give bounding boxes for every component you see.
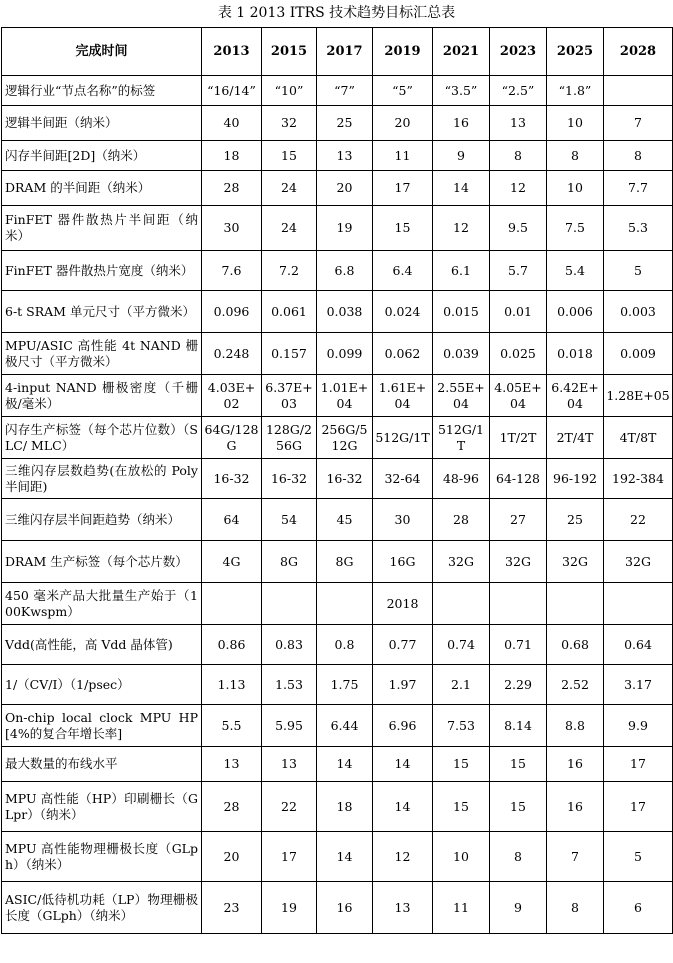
table-cell: “16/14” xyxy=(202,76,262,106)
table-cell: 4.03E+02 xyxy=(202,375,262,417)
table-row xyxy=(2,499,673,541)
table-cell: 54 xyxy=(262,499,317,541)
table-row xyxy=(2,333,673,375)
row-label: MPU 高性能（HP）印刷栅长（GLpr）（纳米） xyxy=(2,782,202,832)
table-row xyxy=(2,782,673,832)
table-cell: 45 xyxy=(317,499,373,541)
table-cell: 12 xyxy=(373,832,433,882)
table-cell: 19 xyxy=(317,206,373,251)
table-cell: 9.5 xyxy=(490,206,547,251)
table-cell: 8 xyxy=(490,832,547,882)
table-cell: 0.024 xyxy=(373,291,433,333)
table-cell: 8.14 xyxy=(490,705,547,747)
table-cell: 28 xyxy=(433,499,490,541)
row-label: On-chip local clock MPU HP[4%的复合年增长率] xyxy=(2,705,202,747)
table-cell: “3.5” xyxy=(433,76,490,106)
table-cell: 128G/256G xyxy=(262,417,317,459)
table-row xyxy=(2,106,673,141)
table-row xyxy=(2,459,673,499)
table-cell: 7.5 xyxy=(547,206,604,251)
row-label: 450 毫米产品大批量生产始于（100Kwspm） xyxy=(2,583,202,625)
table-cell: “7” xyxy=(317,76,373,106)
table-cell: 64G/128G xyxy=(202,417,262,459)
table-cell: 7.6 xyxy=(202,251,262,291)
table-cell: 17 xyxy=(373,171,433,206)
table-cell: 2.1 xyxy=(433,665,490,705)
header-cell: 2019 xyxy=(373,28,433,76)
row-label: 6-t SRAM 单元尺寸（平方微米） xyxy=(2,291,202,333)
table-cell: “2.5” xyxy=(490,76,547,106)
table-cell: 32G xyxy=(433,541,490,583)
table-cell: 24 xyxy=(262,171,317,206)
header-cell: 2028 xyxy=(604,28,673,76)
table-cell: 8 xyxy=(547,882,604,934)
table-cell: 0.009 xyxy=(604,333,673,375)
row-label: 4-input NAND 栅极密度（千栅极/毫米） xyxy=(2,375,202,417)
table-cell: 32 xyxy=(262,106,317,141)
table-cell xyxy=(262,583,317,625)
row-label: 逻辑半间距（纳米） xyxy=(2,106,202,141)
table-cell: 0.038 xyxy=(317,291,373,333)
table-cell: 15 xyxy=(490,747,547,782)
table-cell: 0.062 xyxy=(373,333,433,375)
table-cell: 13 xyxy=(262,747,317,782)
table-cell: 14 xyxy=(373,782,433,832)
table-cell: 4T/8T xyxy=(604,417,673,459)
row-label: 闪存半间距[2D]（纳米） xyxy=(2,141,202,171)
table-row xyxy=(2,665,673,705)
table-cell: 8 xyxy=(604,141,673,171)
table-cell: 7 xyxy=(547,832,604,882)
table-cell: 18 xyxy=(317,782,373,832)
table-cell: 0.018 xyxy=(547,333,604,375)
table-cell: 25 xyxy=(547,499,604,541)
table-cell: 17 xyxy=(262,832,317,882)
table-cell: 6.4 xyxy=(373,251,433,291)
table-cell: 0.248 xyxy=(202,333,262,375)
table-cell: 12 xyxy=(490,171,547,206)
table-cell xyxy=(317,583,373,625)
table-cell: 512G/1T xyxy=(433,417,490,459)
table-cell: 10 xyxy=(547,106,604,141)
table-cell xyxy=(604,583,673,625)
table-cell: 0.015 xyxy=(433,291,490,333)
table-cell: 0.061 xyxy=(262,291,317,333)
header-cell: 2025 xyxy=(547,28,604,76)
table-cell: 16-32 xyxy=(262,459,317,499)
table-row xyxy=(2,747,673,782)
row-label: 逻辑行业“节点名称”的标签 xyxy=(2,76,202,106)
table-cell: 16 xyxy=(433,106,490,141)
table-cell: 11 xyxy=(433,882,490,934)
row-label: 1/（CV/I）（1/psec） xyxy=(2,665,202,705)
table-cell: 20 xyxy=(373,106,433,141)
table-cell: 256G/512G xyxy=(317,417,373,459)
row-label: MPU/ASIC 高性能 4t NAND 栅极尺寸（平方微米） xyxy=(2,333,202,375)
table-cell: 15 xyxy=(262,141,317,171)
table-cell: 8 xyxy=(547,141,604,171)
table-cell: 8.8 xyxy=(547,705,604,747)
table-cell: 7 xyxy=(604,106,673,141)
table-cell: 15 xyxy=(373,206,433,251)
table-cell: 96-192 xyxy=(547,459,604,499)
table-cell: 14 xyxy=(317,832,373,882)
table-cell: 32-64 xyxy=(373,459,433,499)
header-cell: 2023 xyxy=(490,28,547,76)
table-cell: 512G/1T xyxy=(373,417,433,459)
table-cell: 17 xyxy=(604,747,673,782)
table-cell: 16-32 xyxy=(202,459,262,499)
table-cell: 8G xyxy=(317,541,373,583)
table-cell: 9 xyxy=(433,141,490,171)
table-cell: 19 xyxy=(262,882,317,934)
table-cell: 6.37E+03 xyxy=(262,375,317,417)
row-label: FinFET 器件散热片半间距（纳米） xyxy=(2,206,202,251)
table-cell: 5 xyxy=(604,251,673,291)
table-cell: 5 xyxy=(604,832,673,882)
table-cell: 1.97 xyxy=(373,665,433,705)
table-cell: 1T/2T xyxy=(490,417,547,459)
row-label: 三维闪存层半间距趋势（纳米） xyxy=(2,499,202,541)
table-cell xyxy=(433,583,490,625)
table-cell: “10” xyxy=(262,76,317,106)
table-row xyxy=(2,832,673,882)
table-cell: 15 xyxy=(433,782,490,832)
table-cell: 64 xyxy=(202,499,262,541)
table-cell: 24 xyxy=(262,206,317,251)
table-cell: 6.44 xyxy=(317,705,373,747)
table-cell: 2018 xyxy=(373,583,433,625)
table-cell: 7.7 xyxy=(604,171,673,206)
table-cell: 15 xyxy=(490,782,547,832)
table-cell: 1.53 xyxy=(262,665,317,705)
table-row xyxy=(2,206,673,251)
table-cell: 0.025 xyxy=(490,333,547,375)
table-cell: 22 xyxy=(604,499,673,541)
table-cell: 32G xyxy=(547,541,604,583)
table-cell: 14 xyxy=(373,747,433,782)
table-cell: 0.68 xyxy=(547,625,604,665)
table-cell: 32G xyxy=(490,541,547,583)
table-cell: 7.53 xyxy=(433,705,490,747)
table-cell: 12 xyxy=(433,206,490,251)
table-cell: 32G xyxy=(604,541,673,583)
table-cell: 0.099 xyxy=(317,333,373,375)
table-cell xyxy=(202,583,262,625)
table-cell: 0.71 xyxy=(490,625,547,665)
table-cell xyxy=(490,583,547,625)
table-cell: 0.64 xyxy=(604,625,673,665)
table-cell: 8 xyxy=(490,141,547,171)
table-row xyxy=(2,251,673,291)
table-cell: 18 xyxy=(202,141,262,171)
table-cell: 8G xyxy=(262,541,317,583)
table-cell: 2.52 xyxy=(547,665,604,705)
table-cell: 22 xyxy=(262,782,317,832)
table-row xyxy=(2,625,673,665)
table-cell: 2.29 xyxy=(490,665,547,705)
table-cell: 0.006 xyxy=(547,291,604,333)
table-cell: 13 xyxy=(490,106,547,141)
table-cell: 4G xyxy=(202,541,262,583)
table-cell: 1.13 xyxy=(202,665,262,705)
table-row xyxy=(2,583,673,625)
table-cell: 10 xyxy=(433,832,490,882)
table-row xyxy=(2,375,673,417)
table-row xyxy=(2,882,673,934)
table-row xyxy=(2,417,673,459)
table-cell: 48-96 xyxy=(433,459,490,499)
table-cell: 5.95 xyxy=(262,705,317,747)
table-cell: 1.61E+04 xyxy=(373,375,433,417)
header-cell: 2017 xyxy=(317,28,373,76)
table-cell: 7.2 xyxy=(262,251,317,291)
table-cell: 16G xyxy=(373,541,433,583)
table-cell: 9 xyxy=(490,882,547,934)
table-cell: 192-384 xyxy=(604,459,673,499)
table-cell: 16 xyxy=(547,747,604,782)
table-cell: 23 xyxy=(202,882,262,934)
table-cell: 30 xyxy=(373,499,433,541)
row-label: MPU 高性能物理栅极长度（GLph）（纳米） xyxy=(2,832,202,882)
table-cell: 6 xyxy=(604,882,673,934)
table-cell: 14 xyxy=(433,171,490,206)
row-label: DRAM 生产标签（每个芯片数） xyxy=(2,541,202,583)
header-cell: 2013 xyxy=(202,28,262,76)
table-cell: 5.3 xyxy=(604,206,673,251)
table-cell: 40 xyxy=(202,106,262,141)
table-cell: 25 xyxy=(317,106,373,141)
table-cell: 5.4 xyxy=(547,251,604,291)
table-cell: 13 xyxy=(317,141,373,171)
row-label: Vdd(高性能，高 Vdd 晶体管) xyxy=(2,625,202,665)
row-label: 三维闪存层数趋势(在放松的 Poly 半间距) xyxy=(2,459,202,499)
table-cell: 28 xyxy=(202,782,262,832)
table-cell: 0.77 xyxy=(373,625,433,665)
table-cell: 30 xyxy=(202,206,262,251)
table-cell: 28 xyxy=(202,171,262,206)
table-cell: 1.75 xyxy=(317,665,373,705)
row-label: DRAM 的半间距（纳米） xyxy=(2,171,202,206)
header-cell: 2015 xyxy=(262,28,317,76)
table-row xyxy=(2,141,673,171)
table-cell: 20 xyxy=(202,832,262,882)
table-row xyxy=(2,76,673,106)
table-cell: 5.5 xyxy=(202,705,262,747)
table-cell: 2T/4T xyxy=(547,417,604,459)
table-cell: 16 xyxy=(317,882,373,934)
table-row xyxy=(2,171,673,206)
header-cell: 2021 xyxy=(433,28,490,76)
table-cell xyxy=(547,583,604,625)
table-cell: 9.9 xyxy=(604,705,673,747)
table-cell: 6.1 xyxy=(433,251,490,291)
table-cell: 0.096 xyxy=(202,291,262,333)
header-cell: 完成时间 xyxy=(2,28,202,76)
table-row xyxy=(2,541,673,583)
table-caption: 表 1 2013 ITRS 技术趋势目标汇总表 xyxy=(217,5,456,21)
table-cell: 11 xyxy=(373,141,433,171)
table-cell: 0.74 xyxy=(433,625,490,665)
table-cell: 14 xyxy=(317,747,373,782)
table-cell: 0.157 xyxy=(262,333,317,375)
table-cell xyxy=(604,76,673,106)
table-cell: 16-32 xyxy=(317,459,373,499)
table-cell: 0.01 xyxy=(490,291,547,333)
row-label: ASIC/低待机功耗（LP）物理栅极长度（GLph）（纳米） xyxy=(2,882,202,934)
table-row xyxy=(2,705,673,747)
table-cell: 0.83 xyxy=(262,625,317,665)
table-cell: 16 xyxy=(547,782,604,832)
table-cell: 15 xyxy=(433,747,490,782)
table-cell: 10 xyxy=(547,171,604,206)
table-row xyxy=(2,291,673,333)
table-cell: 5.7 xyxy=(490,251,547,291)
table-cell: 6.96 xyxy=(373,705,433,747)
table-cell: 1.01E+04 xyxy=(317,375,373,417)
row-label: 闪存生产标签（每个芯片位数）（SLC/ MLC） xyxy=(2,417,202,459)
table-cell: 13 xyxy=(202,747,262,782)
table-cell: 0.003 xyxy=(604,291,673,333)
table-cell: “1.8” xyxy=(547,76,604,106)
table-cell: 64-128 xyxy=(490,459,547,499)
table-cell: 0.86 xyxy=(202,625,262,665)
table-cell: 17 xyxy=(604,782,673,832)
header-row xyxy=(2,28,673,76)
table-cell: 4.05E+04 xyxy=(490,375,547,417)
table-cell: 0.039 xyxy=(433,333,490,375)
table-cell: 1.28E+05 xyxy=(604,375,673,417)
table-cell: 0.8 xyxy=(317,625,373,665)
table-cell: 27 xyxy=(490,499,547,541)
row-label: 最大数量的布线水平 xyxy=(2,747,202,782)
row-label: FinFET 器件散热片宽度（纳米） xyxy=(2,251,202,291)
table-cell: 6.42E+04 xyxy=(547,375,604,417)
table-cell: 13 xyxy=(373,882,433,934)
table-cell: 20 xyxy=(317,171,373,206)
table-cell: 3.17 xyxy=(604,665,673,705)
table-cell: 6.8 xyxy=(317,251,373,291)
itrs-summary-table xyxy=(1,27,673,934)
table-cell: 2.55E+04 xyxy=(433,375,490,417)
table-cell: “5” xyxy=(373,76,433,106)
